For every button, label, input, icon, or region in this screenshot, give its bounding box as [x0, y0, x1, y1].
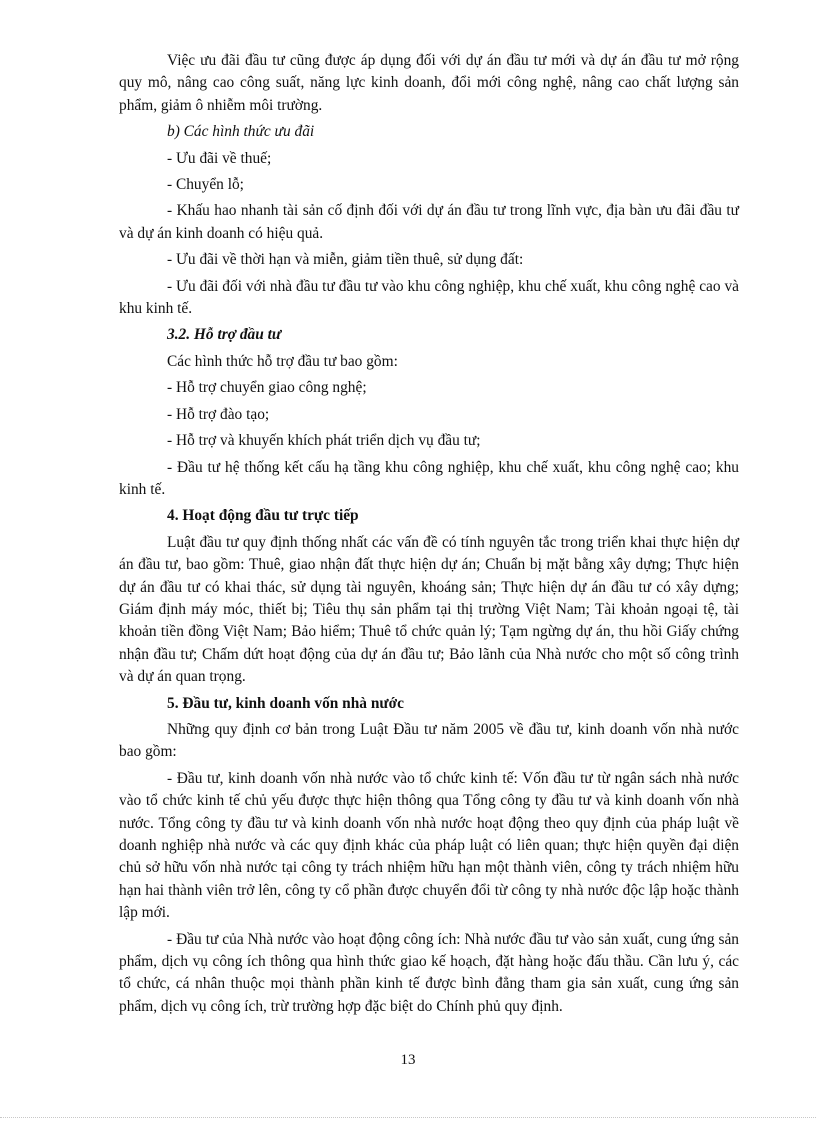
- heading-state-capital: 5. Đầu tư, kinh doanh vốn nhà nước: [167, 694, 404, 712]
- list-item-land-incentive: - Ưu đãi về thời hạn và miễn, giảm tiền thuê, sử dụng đất:: [167, 251, 524, 269]
- list-item-accelerated-depreciation: - Khấu hao nhanh tài sản cố định đối với dự án đầu tư trong lĩnh vực, địa bàn ưu đãi đầu tư và dự án kinh doanh có hiệu quả.: [119, 202, 739, 242]
- list-item-infrastructure: - Đầu tư hệ thống kết cấu hạ tầng khu công nghiệp, khu chế xuất, khu công nghệ cao; khu kinh tế.: [119, 458, 739, 498]
- paragraph-state-capital-intro: Những quy định cơ bản trong Luật Đầu tư năm 2005 về đầu tư, kinh doanh vốn nhà nước bao gồm:: [119, 720, 739, 761]
- paragraph-direct-investment: Luật đầu tư quy định thống nhất các vấn đề có tính nguyên tắc trong triển khai thực hiện dự án đầu tư, bao gồm: Thuê, giao nhận đất thực hiện dự án; Chuẩn bị mặt bằng xây dựng; Thực hiện dự án đầu tư có khai thác, sử dụng tài nguyên, khoáng sản; Thực hiện dự án đầu tư có xây dựng; Giám định máy móc, thiết bị; Tiêu thụ sản phẩm tại thị trường Việt Nam; Tài khoản ngoại tệ, tài khoản tiền đồng Việt Nam; Bảo hiểm; Thuê tổ chức quản lý; Tạm ngừng dự án, thu hồi Giấy chứng nhận đầu tư; Chấm dứt hoạt động của dự án đầu tư; Bảo lãnh của Nhà nước cho một số công trình và dự án quan trọng.: [119, 533, 739, 686]
- list-item-tax-incentive: - Ưu đãi về thuế;: [167, 149, 272, 167]
- paragraph-investment-incentive-scope: Việc ưu đãi đầu tư cũng được áp dụng đối với dự án đầu tư mới và dự án đầu tư mở rộng quy mô, nâng cao công suất, năng lực kinh doanh, đổi mới công nghệ, nâng cao chất lượng sản phẩm, giảm ô nhiễm môi trường.: [119, 52, 739, 114]
- list-item-loss-carryforward: - Chuyển lỗ;: [167, 176, 244, 194]
- list-item-training-support: - Hỗ trợ đào tạo;: [167, 405, 270, 423]
- heading-incentive-forms: b) Các hình thức ưu đãi: [167, 123, 315, 141]
- list-item-state-public-service: - Đầu tư của Nhà nước vào hoạt động công ích: Nhà nước đầu tư vào sản xuất, cung ứng sản phẩm, dịch vụ công ích thông qua hình thức giao kế hoạch, đặt hàng hoặc đấu thầu. Cần lưu ý, các tổ chức, cá nhân thuộc mọi thành phần kinh tế được bình đẳng tham gia sản xuất, cung ứng sản phẩm, dịch vụ công ích, trừ trường hợp đặc biệt do Chính phủ quy định.: [119, 930, 739, 1015]
- document-body: [119, 50, 739, 1022]
- paragraph-support-intro: Các hình thức hỗ trợ đầu tư bao gồm:: [167, 352, 398, 370]
- page-number: 13: [400, 1052, 416, 1068]
- list-item-technology-transfer: - Hỗ trợ chuyển giao công nghệ;: [167, 379, 367, 397]
- heading-direct-investment: 4. Hoạt động đầu tư trực tiếp: [167, 507, 359, 525]
- list-item-industrial-zone-incentive: - Ưu đãi đối với nhà đầu tư đầu tư vào khu công nghiệp, khu chế xuất, khu công nghệ cao và khu kinh tế.: [119, 277, 739, 318]
- list-item-investment-services: - Hỗ trợ và khuyến khích phát triển dịch vụ đầu tư;: [167, 432, 481, 450]
- heading-investment-support: 3.2. Hỗ trợ đầu tư: [167, 326, 282, 344]
- list-item-state-capital-economic-org: - Đầu tư, kinh doanh vốn nhà nước vào tổ chức kinh tế: Vốn đầu tư từ ngân sách nhà nước vào tổ chức kinh tế chủ yếu được thực hiện thông qua Tổng công ty đầu tư và kinh doanh vốn nhà nước. Tổng công ty đầu tư và kinh doanh vốn nhà nước hoạt động theo quy định của pháp luật về doanh nghiệp nhà nước và các quy định khác của pháp luật có liên quan; thực hiện quyền đại diện chủ sở hữu vốn nhà nước tại công ty trách nhiệm hữu hạn một thành viên, công ty trách nhiệm hữu hạn hai thành viên trở lên, công ty cổ phần được chuyển đổi từ công ty nhà nước độc lập hoặc thành lập mới.: [119, 769, 739, 922]
- page-bottom-divider: [0, 1117, 816, 1118]
